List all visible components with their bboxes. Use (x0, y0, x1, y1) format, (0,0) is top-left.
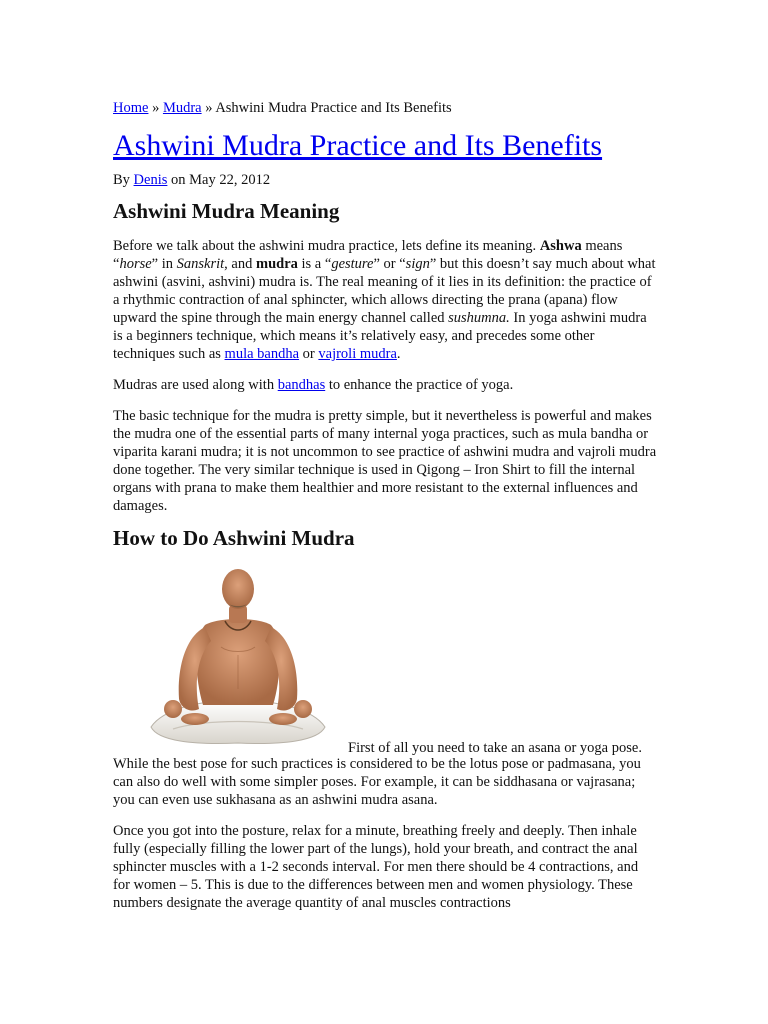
page-title (113, 128, 658, 164)
bold-term: Ashwa (539, 238, 582, 254)
figure-row (113, 559, 658, 755)
section-heading-how-to: How to Do Ashwini Mudra (113, 526, 355, 550)
mula-bandha-link[interactable]: mula bandha (224, 346, 300, 362)
italic-term: sign (405, 256, 430, 272)
breadcrumb-current: Ashwini Mudra Practice and Its Benefits (215, 100, 452, 116)
paragraph-technique: The basic technique for the mudra is pretty simple, but it nevertheless is powerful and makes the mudra one of the essential parts of many internal yoga practices, such as mula bandha or viparita karani mudra; it is not uncommon to see practice of ashwini mudra and vajroli mudra done together. The very similar technique is used in Qigong – Iron Shirt to fill the internal organs with prana to make them healthier and more resistant to the external influences and damages. (113, 408, 657, 514)
text: In yoga ashwini mudra is a beginners technique, which means it’s relatively easy, and precedes some other techniques such as (113, 310, 647, 362)
paragraph-poses: While the best pose for such practices is considered to be the lotus pose or padmasana, you can also do well with some simpler poses. For example, it can be siddhasana or vajrasana; you can even use sukhasana as an ashwini mudra asana. (113, 756, 641, 808)
author-link[interactable]: Denis (133, 172, 168, 188)
paragraph-contractions: Once you got into the posture, relax for a minute, breathing freely and deeply. Then inhale fully (especially filling the lower part of the lungs), hold your breath, and contract the anal sphincter muscles with a 1-2 seconds interval. For men there should be 4 contractions, and for women – 5. This is due to the differences between men and women physiology. These numbers designate the average quantity of anal muscles contractions (113, 823, 639, 911)
section-heading-meaning: Ashwini Mudra Meaning (113, 199, 340, 223)
breadcrumb-separator: » (201, 100, 216, 116)
text: ” in (151, 256, 177, 272)
byline-prefix: By (113, 172, 134, 188)
text: . (396, 346, 401, 362)
paragraph-meaning (113, 237, 658, 363)
text: , and (224, 256, 256, 272)
italic-term: gesture (331, 256, 374, 272)
text: to enhance the practice of yoga. (325, 377, 514, 393)
figure-caption: First of all you need to take an asana or yoga pose. (348, 740, 642, 756)
italic-term: sushumna. (448, 310, 510, 326)
breadcrumb-mudra-link[interactable]: Mudra (162, 100, 202, 116)
page-title-link[interactable]: Ashwini Mudra Practice and Its Benefits (113, 129, 603, 162)
text: Mudras are used along with (113, 377, 278, 393)
text: is a “ (297, 256, 332, 272)
text: or (299, 346, 319, 362)
vajroli-mudra-link[interactable]: vajroli mudra (318, 346, 397, 362)
italic-term: Sanskrit (176, 256, 225, 272)
breadcrumb (113, 98, 658, 118)
article-page (113, 98, 658, 912)
text: means “ (113, 238, 623, 272)
breadcrumb-separator: » (148, 100, 163, 116)
text: ” or “ (373, 256, 406, 272)
breadcrumb-home-link[interactable]: Home (113, 100, 149, 116)
text: Before we talk about the ashwini mudra practice, lets define its meaning. (113, 238, 540, 254)
paragraph-bandhas (113, 376, 658, 394)
italic-term: horse (119, 256, 152, 272)
byline (113, 170, 658, 190)
bold-term: mudra (255, 256, 298, 272)
meditating-man-image (133, 559, 343, 755)
text: ” but this doesn’t say much about what ashwini (asvini, ashvini) mudra is. The real meaning of it lies in its definition: the practice of a rhythmic contraction of anal sphincter, which allows directing the prana (apana) flow upward the spine through the main energy channel called (113, 256, 656, 326)
post-date: on May 22, 2012 (167, 172, 271, 188)
bandhas-link[interactable]: bandhas (277, 377, 326, 393)
